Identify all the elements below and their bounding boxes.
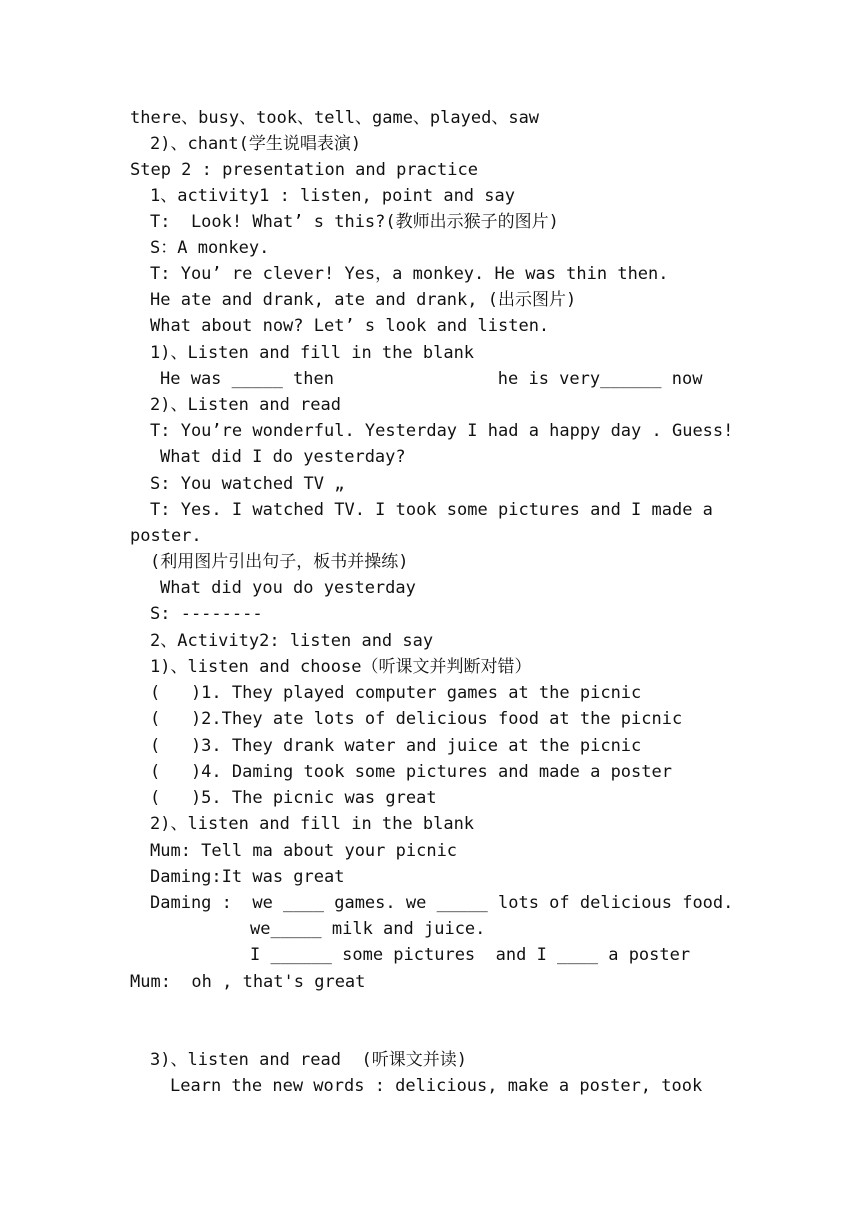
text-line: (利用图片引出句子，板书并操练) xyxy=(150,552,409,572)
text-line: Daming : we ____ games. we _____ lots of delicious food. xyxy=(150,893,734,913)
text-line: poster. xyxy=(130,526,202,546)
text-line: there、busy、took、tell、game、played、saw xyxy=(130,108,540,128)
text-line: S: You watched TV „ xyxy=(150,474,345,494)
text-line: T: Look! What’ s this?(教师出示猴子的图片) xyxy=(150,212,559,232)
text-line: ( )1. They played computer games at the picnic xyxy=(150,683,642,703)
text-line: T: Yes. I watched TV. I took some pictures and I made a xyxy=(150,500,713,520)
text-line: He ate and drank, ate and drank, (出示图片) xyxy=(150,290,577,310)
text-line: 2、Activity2: listen and say xyxy=(150,631,434,651)
text-line: ( )4. Daming took some pictures and made a poster xyxy=(150,762,672,782)
text-line: S: -------- xyxy=(150,604,263,624)
text-line: Daming:It was great xyxy=(150,867,345,887)
text-line: He was _____ then he is very______ now xyxy=(160,369,703,389)
text-line: What about now? Let’ s look and listen. xyxy=(150,316,550,336)
text-line: Learn the new words : delicious, make a poster, took xyxy=(170,1076,703,1096)
text-line: T: You’ re clever! Yes，a monkey. He was thin then. xyxy=(150,264,669,284)
text-line: I ______ some pictures and I ____ a poster xyxy=(250,945,691,965)
text-line: 2)、Listen and read xyxy=(150,395,341,415)
text-line: T: You’re wonderful. Yesterday I had a happy day . Guess! xyxy=(150,421,734,441)
text-line: ( )3. They drank water and juice at the picnic xyxy=(150,736,642,756)
text-line: 2)、chant(学生说唱表演) xyxy=(150,134,362,154)
text-line: What did I do yesterday? xyxy=(160,447,406,467)
text-line: ( )5. The picnic was great xyxy=(150,788,437,808)
text-line: What did you do yesterday xyxy=(160,578,416,598)
text-line: ( )2.They ate lots of delicious food at the picnic xyxy=(150,709,683,729)
text-line: Mum: oh , that's great xyxy=(130,972,366,992)
text-line: S：A monkey. xyxy=(150,238,270,258)
text-line: we_____ milk and juice. xyxy=(250,919,486,939)
text-line: Step 2 : presentation and practice xyxy=(130,160,478,180)
text-line: 2)、listen and fill in the blank xyxy=(150,814,475,834)
text-line: 1)、listen and choose（听课文并判断对错） xyxy=(150,657,532,677)
text-line: 3)、listen and read (听课文并读) xyxy=(150,1050,467,1070)
text-line: Mum: Tell ma about your picnic xyxy=(150,841,458,861)
text-line: 1)、Listen and fill in the blank xyxy=(150,343,475,363)
text-line: 1、activity1 : listen, point and say xyxy=(150,186,515,206)
